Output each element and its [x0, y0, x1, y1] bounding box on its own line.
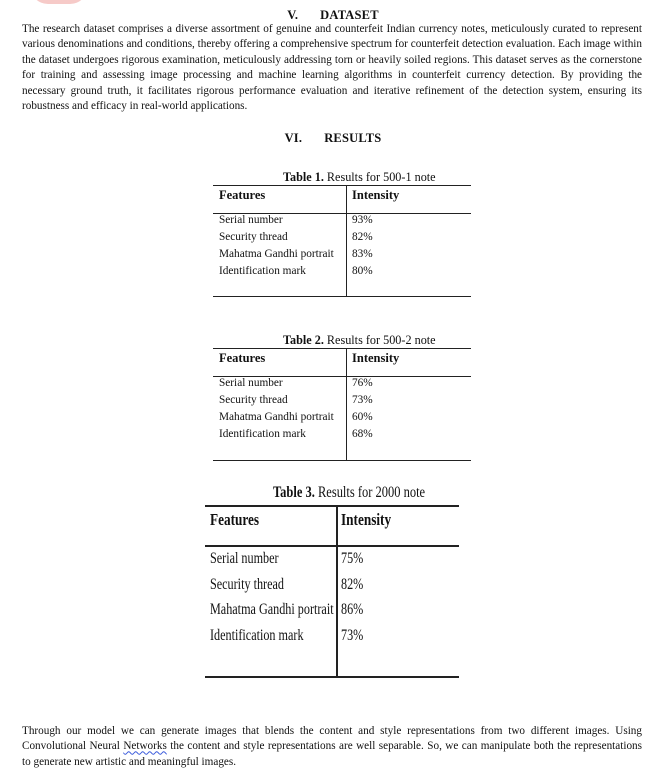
table-cell-intensity: 86%: [341, 601, 364, 618]
table-cell-intensity: 73%: [352, 394, 373, 406]
section-number: VI.: [284, 131, 303, 145]
table-bottom-rule: [213, 296, 471, 297]
table-bottom-rule: [205, 676, 459, 678]
table-caption: [283, 333, 436, 348]
table-cell-feature: Identification mark: [219, 428, 306, 440]
table-caption-text: Results for 500-2 note: [326, 333, 436, 347]
table-cell-feature: Serial number: [219, 377, 283, 389]
section-title: DATASET: [320, 8, 379, 22]
closing-text-start: Through our model we can generate images that blends the content and style representations from two different images. Using Convolutional Neural: [22, 725, 642, 753]
results-table-3: [205, 484, 459, 680]
table-cell-intensity: 82%: [352, 231, 373, 243]
table-cell-feature: Security thread: [219, 394, 288, 406]
closing-text-end: the content and style representations are well separable. So, we can manipulate both the representations to generate new artistic and meaningful images.: [22, 740, 642, 768]
column-header-features: Features: [219, 188, 266, 202]
table-top-rule: [205, 505, 459, 507]
table-column-divider: [346, 348, 347, 461]
column-header-intensity: Intensity: [341, 510, 392, 529]
table-cell-feature: Serial number: [219, 214, 283, 226]
table-cell-intensity: 68%: [352, 428, 373, 440]
table-cell-feature: Mahatma Gandhi portrait: [210, 601, 334, 618]
table-label: Table 3.: [273, 484, 315, 501]
table-caption: [273, 484, 425, 502]
column-header-intensity: Intensity: [352, 351, 400, 365]
table-caption: [283, 170, 436, 185]
section-heading-dataset: [0, 8, 666, 23]
section-number: V.: [287, 8, 299, 22]
table-cell-feature: Security thread: [210, 576, 284, 593]
table-cell-intensity: 60%: [352, 411, 373, 423]
table-column-divider: [336, 505, 338, 677]
table-top-rule: [213, 348, 471, 349]
section-heading-results: [0, 131, 666, 146]
results-table-2: [213, 333, 471, 463]
results-table-1: [213, 170, 471, 300]
table-cell-intensity: 82%: [341, 576, 364, 593]
table-column-divider: [346, 185, 347, 297]
table-cell-feature: Mahatma Gandhi portrait: [219, 411, 334, 423]
column-header-intensity: Intensity: [352, 188, 400, 202]
table-cell-feature: Identification mark: [210, 627, 304, 644]
spellcheck-flagged-word: Networks: [123, 740, 167, 753]
table-cell-intensity: 80%: [352, 265, 373, 277]
table-label: Table 1.: [283, 170, 324, 184]
table-header-rule: [205, 545, 459, 547]
column-header-features: Features: [219, 351, 266, 365]
table-cell-intensity: 75%: [341, 550, 364, 567]
table-cell-feature: Security thread: [219, 231, 288, 243]
corner-decoration: [30, 0, 88, 4]
table-cell-feature: Mahatma Gandhi portrait: [219, 248, 334, 260]
table-cell-feature: Identification mark: [219, 265, 306, 277]
section-title: RESULTS: [324, 131, 382, 145]
closing-paragraph: [22, 724, 642, 770]
table-top-rule: [213, 185, 471, 186]
table-caption-text: Results for 500-1 note: [326, 170, 436, 184]
table-cell-intensity: 76%: [352, 377, 373, 389]
table-bottom-rule: [213, 460, 471, 461]
table-caption-text: Results for 2000 note: [317, 484, 426, 501]
table-cell-feature: Serial number: [210, 550, 279, 567]
table-label: Table 2.: [283, 333, 324, 347]
dataset-paragraph: The research dataset comprises a diverse assortment of genuine and counterfeit Indian currency notes, meticulously curated to represent various denominations and conditions, thereby offering a comprehensive spectrum for counterfeit detection evaluation. Each image within the dataset undergoes rigorous examination, meticulously addressing torn or heavily soiled regions. This dataset serves as the cornerstone for training and assessing image processing and machine learning algorithms in counterfeit currency detection. By providing the necessary ground truth, it facilitates rigorous performance evaluation and iterative refinement of the detection system, ensuring its robustness and efficacy in real-world applications.: [22, 23, 642, 113]
table-cell-intensity: 83%: [352, 248, 373, 260]
table-cell-intensity: 73%: [341, 627, 364, 644]
column-header-features: Features: [210, 510, 260, 529]
table-cell-intensity: 93%: [352, 214, 373, 226]
